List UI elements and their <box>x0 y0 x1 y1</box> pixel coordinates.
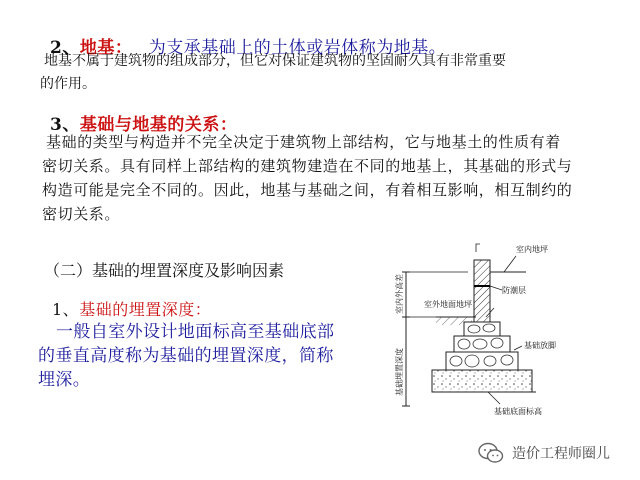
foundation-diagram <box>376 238 602 420</box>
section-2-definition: 为支承基础上的土体或岩体称为地基。 <box>148 38 447 58</box>
base-elevation-label: 基础底面标高 <box>494 407 542 416</box>
watermark-text: 造价工程师圈儿 <box>512 446 610 462</box>
section-1-body <box>38 320 334 392</box>
section-2-line: 的作用。 <box>40 76 96 92</box>
section-3-body <box>42 130 572 226</box>
subsection-title: （二）基础的埋置深度及影响因素 <box>44 261 285 280</box>
section-1-line: 埋深。 <box>38 370 91 390</box>
section-2-body <box>40 50 506 96</box>
section-3-line: 基础的类型与构造并不完全决定于建筑物上部结构，它与地基土的性质有着 <box>46 133 561 151</box>
footing <box>446 322 518 370</box>
section-2-number: 2、 <box>50 38 80 58</box>
watermark <box>478 440 610 466</box>
concrete-base <box>432 370 532 392</box>
section-1-line: 一般自室外设计地面标高至基础底部 <box>56 322 335 342</box>
burial-depth-label: 基础埋置深度 <box>395 348 404 396</box>
section-1-term: 基础的埋置深度： <box>79 300 212 319</box>
section-3-term: 基础与地基的关系： <box>79 115 238 135</box>
height-diff-label: 室内外高差 <box>395 274 404 314</box>
section-3-line: 密切关系。 <box>42 205 121 223</box>
footing-label: 基础放脚 <box>524 341 556 350</box>
outdoor-ground-label: 室外地面地坪 <box>424 300 472 309</box>
indoor-floor-label: 室内地坪 <box>516 245 548 254</box>
section-3-line: 密切关系。具有同样上部结构的建筑物建造在不同的地基上，其基础的形式与 <box>42 157 573 175</box>
section-2-term: 地基： <box>79 38 133 58</box>
section-1-line: 的垂直高度称为基础的埋置深度，简称 <box>38 346 334 366</box>
section-2-line: 地基不属于建筑物的组成部分，但它对保证建筑物的坚固耐久具有非常重要 <box>44 53 506 69</box>
wechat-icon <box>478 442 504 464</box>
section-1-heading <box>52 297 211 320</box>
wall <box>474 260 490 322</box>
section-3-line: 构造可能是完全不同的。因此，地基与基础之间，有着相互影响，相互制约的 <box>42 181 573 199</box>
section-1-number: 1、 <box>52 300 80 319</box>
section-3-number: 3、 <box>50 115 80 135</box>
damp-proof-label: 防潮层 <box>502 286 526 295</box>
